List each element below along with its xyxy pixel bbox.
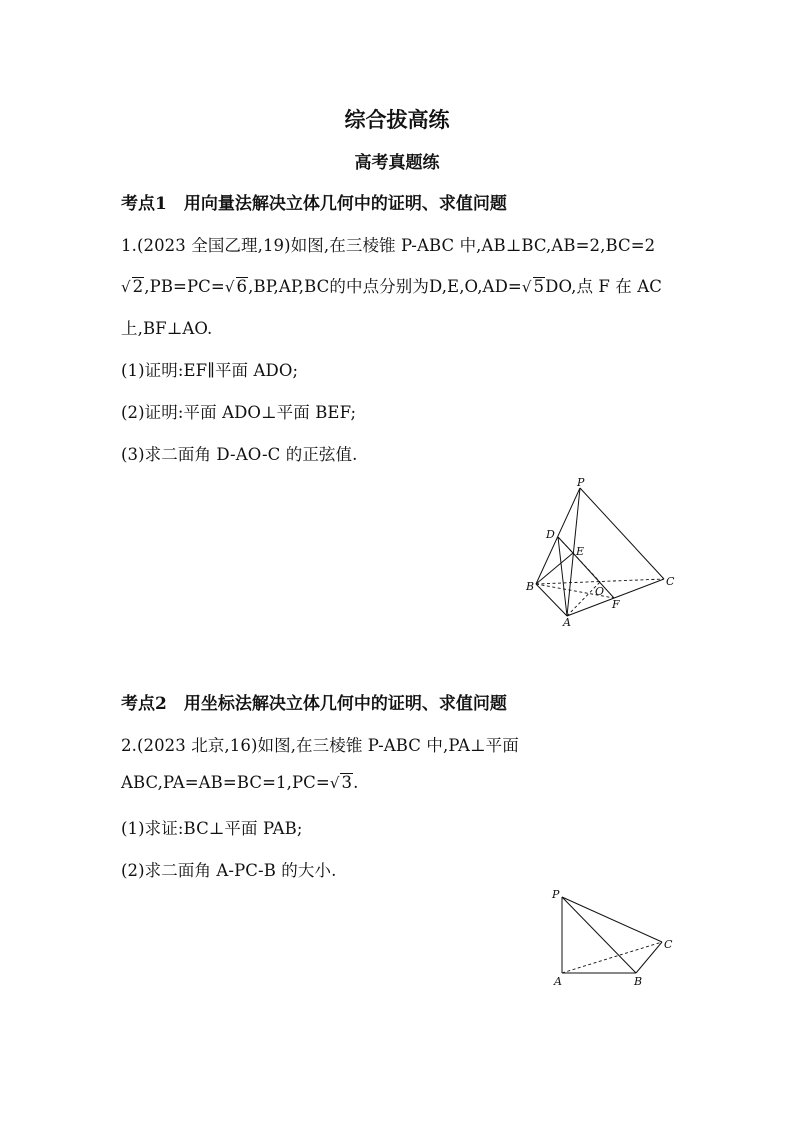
problem2-line2 [121,773,358,792]
problem2-line2-part: ABC,PA=AB=BC=1,PC= [121,773,330,792]
problem1-line1: 1.(2023 全国乙理,19)如图,在三棱锥 P-ABC 中,AB⊥BC,AB=2,BC=2 [121,236,656,255]
problem1-question3: (3)求二面角 D-AO-C 的正弦值. [121,445,358,464]
section1-heading: 考点1 用向量法解决立体几何中的证明、求值问题 [121,194,507,214]
page-title: 综合拔高练 [344,107,450,132]
problem2-question2: (2)求二面角 A-PC-B 的大小. [121,861,337,880]
label-P: P [552,888,560,901]
label-P: P [577,476,585,489]
edge-PC [580,488,664,579]
label-E: E [576,545,585,558]
sqrt-sign: √ [329,774,340,792]
problem1-line3: 上,BF⊥AO. [121,319,213,338]
page-subtitle: 高考真题练 [354,153,440,173]
segment-DA [558,537,567,616]
problem2-line1: 2.(2023 北京,16)如图,在三棱锥 P-ABC 中,PA⊥平面 [121,736,519,755]
edge-BC [636,942,662,973]
sqrt-sign: √ [121,278,131,296]
problem1-question2: (2)证明:平面 ADO⊥平面 BEF; [121,403,357,422]
problem1-line2 [121,273,662,297]
label-B: B [634,975,643,988]
sqrt-radicand-5: 5 [533,277,545,296]
problem1-line2-part: ,BP,AP,BC的中点分别为D,E,O,AD= [248,277,522,296]
problem2-question1: (1)求证:BC⊥平面 PAB; [121,819,303,838]
problem1-question1: (1)证明:EF∥平面 ADO; [121,361,299,380]
sqrt-radicand-3: 3 [341,773,353,792]
edge-BA [536,584,567,616]
sqrt-radicand-6: 6 [236,277,248,296]
problem1-line2-part: ,PB=PC= [144,277,225,296]
label-C: C [666,575,675,588]
label-A: A [554,975,562,988]
label-D: D [546,528,555,541]
sqrt-sign: √ [224,278,235,296]
label-O: O [595,585,605,598]
sqrt-radicand-2: 2 [132,277,144,296]
figure-tetrahedron-2 [545,884,685,990]
label-A: A [563,616,571,629]
label-C: C [664,938,673,951]
edge-PB [536,488,580,584]
edge-AC-hidden [562,942,662,973]
figure-tetrahedron-1 [515,474,685,630]
label-B: B [526,580,535,593]
edge-PC [562,897,662,942]
problem2-line2-part: . [353,773,359,792]
section2-heading: 考点2 用坐标法解决立体几何中的证明、求值问题 [121,694,507,714]
label-F: F [612,598,620,611]
sqrt-sign: √ [521,278,532,296]
segment-BE [536,553,573,584]
problem1-line2-part: DO,点 F 在 AC [545,277,662,296]
